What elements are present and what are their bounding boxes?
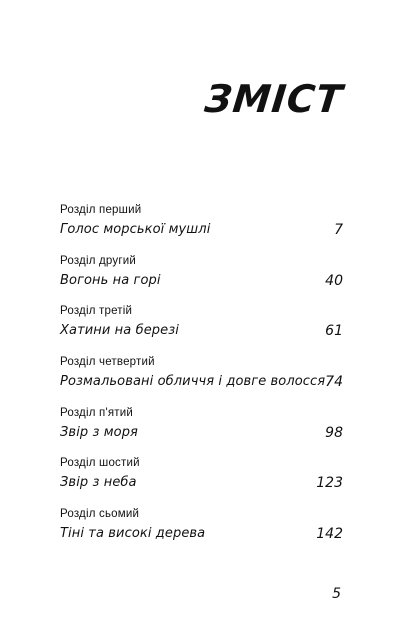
chapter-label: Розділ п'ятий: [60, 406, 133, 419]
chapter-page: 61: [325, 323, 343, 340]
chapter-title: Вогонь на горі: [60, 272, 161, 288]
toc-entry-3[interactable]: [60, 304, 343, 355]
toc-entry-5[interactable]: [60, 406, 343, 457]
chapter-page: 7: [334, 222, 343, 238]
page-number: 5: [332, 586, 341, 602]
chapter-title: Тіні та високі дерева: [60, 526, 206, 542]
toc-entry-6[interactable]: [60, 456, 343, 507]
chapter-label: Розділ четвертий: [60, 356, 155, 369]
chapter-page: 142: [316, 526, 343, 543]
chapter-title: Звір з неба: [60, 475, 137, 491]
toc-entry-7[interactable]: [60, 507, 343, 558]
chapter-label: Розділ третій: [60, 305, 133, 318]
chapter-title: Хатини на березі: [60, 323, 179, 339]
toc-entry-1[interactable]: [60, 203, 343, 254]
chapter-page: 123: [316, 475, 343, 492]
chapter-page: 98: [325, 424, 343, 441]
chapter-label: Розділ сьомий: [60, 508, 140, 521]
chapter-page: 74: [325, 374, 343, 391]
chapter-title: Звір з моря: [60, 424, 138, 440]
chapter-label: Розділ другий: [60, 254, 136, 267]
toc-entry-4[interactable]: [60, 355, 343, 406]
chapter-title: Голос морської мушлі: [60, 222, 211, 237]
chapter-page: 40: [325, 272, 343, 289]
page-title: ЗМІСТ: [202, 77, 346, 121]
chapter-label: Розділ шостий: [60, 457, 140, 470]
toc-entry-2[interactable]: [60, 254, 343, 305]
table-of-contents: [60, 203, 343, 558]
chapter-label: Розділ перший: [60, 204, 142, 216]
chapter-title: Розмальовані обличчя і довге волосся: [60, 374, 326, 390]
